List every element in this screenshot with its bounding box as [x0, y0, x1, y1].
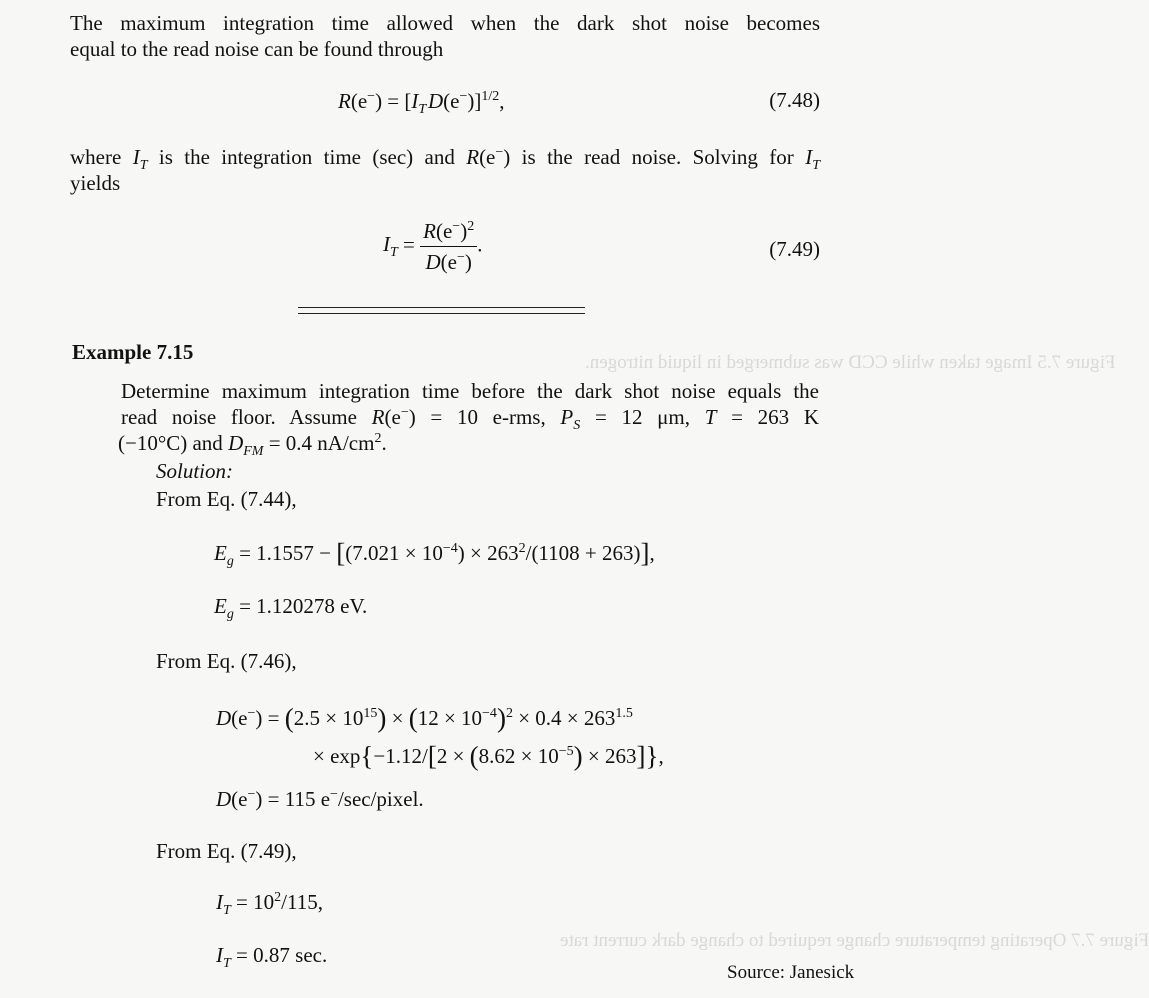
from-eq-7-49: From Eq. (7.49),: [156, 839, 297, 863]
separator-rule-top: [298, 307, 585, 308]
solution-label: Solution:: [156, 459, 233, 483]
solving-line-2: yields: [70, 171, 121, 195]
integration-time-equation: $I_T = 10^2/115$,: [216, 890, 323, 919]
equation-number-7-49: (7.49): [769, 237, 820, 261]
dark-current-result: D(e−) = 115 e−/sec/pixel.: [216, 787, 424, 811]
example-line-1: Determine maximum integration time before the dark shot noise equals the: [121, 379, 819, 403]
bandgap-result: $E_g = 1.120278$ eV.: [214, 594, 368, 623]
source-credit: Source: Janesick: [727, 962, 855, 983]
dark-current-equation-line-1: $D(e^-) = (2.5 \times 10^{15}) \times (12 \times 10^{-4})^2 \times 0.4 \times 263^{1.5}$: [216, 703, 633, 733]
example-title: Example 7.15: [72, 340, 194, 364]
example-line-3: (−10°C) and $D_{FM} = 0.4$ $nA/cm^2$.: [118, 431, 387, 460]
solving-paragraph: [70, 144, 820, 196]
from-eq-7-46: From Eq. (7.46),: [156, 649, 297, 673]
equation-7-49: $I_T$ = $\frac{R(e^-)^2}{D(e^-)}$ .: [383, 219, 483, 274]
solving-line-1: where $I_T$ is the integration time (sec) and R(e−) is the read noise. Solving for $I_T$: [70, 145, 820, 174]
equation-number-7-48: (7.48): [769, 88, 820, 112]
example-statement: [121, 378, 819, 434]
from-eq-7-44: From Eq. (7.44),: [156, 487, 297, 511]
intro-line-2: equal to the read noise can be found through: [70, 37, 444, 61]
equation-7-48: $R(e^-) = [I_T$ D(e−)]$^{1/2}$,: [338, 89, 505, 118]
show-through-artifact: Figure 7.7 Operating temperature change required to change dark current rate: [560, 930, 1149, 951]
intro-paragraph: [70, 10, 820, 62]
integration-time-result: $I_T = 0.87$ sec.: [216, 943, 328, 972]
intro-line-1: The maximum integration time allowed when the dark shot noise becomes: [70, 11, 820, 35]
bandgap-equation: $E_g = 1.1557 - [(7.021 \times 10^{-4}) \times 263^2/(1108 + 263)]$,: [214, 538, 655, 570]
example-line-2: read noise floor. Assume R(e−) = 10 e-rms, $P_S = 12$ μm, T = 263 K: [121, 405, 819, 434]
dark-current-equation-line-2: × $\exp\{-1.12/[2 \times (8.62 \times 10^{-5}) \times 263]\}$,: [313, 741, 664, 771]
separator-rule-bottom: [298, 313, 585, 314]
show-through-artifact: Figure 7.5 Image taken while CCD was submerged in liquid nitrogen.: [585, 352, 1116, 373]
